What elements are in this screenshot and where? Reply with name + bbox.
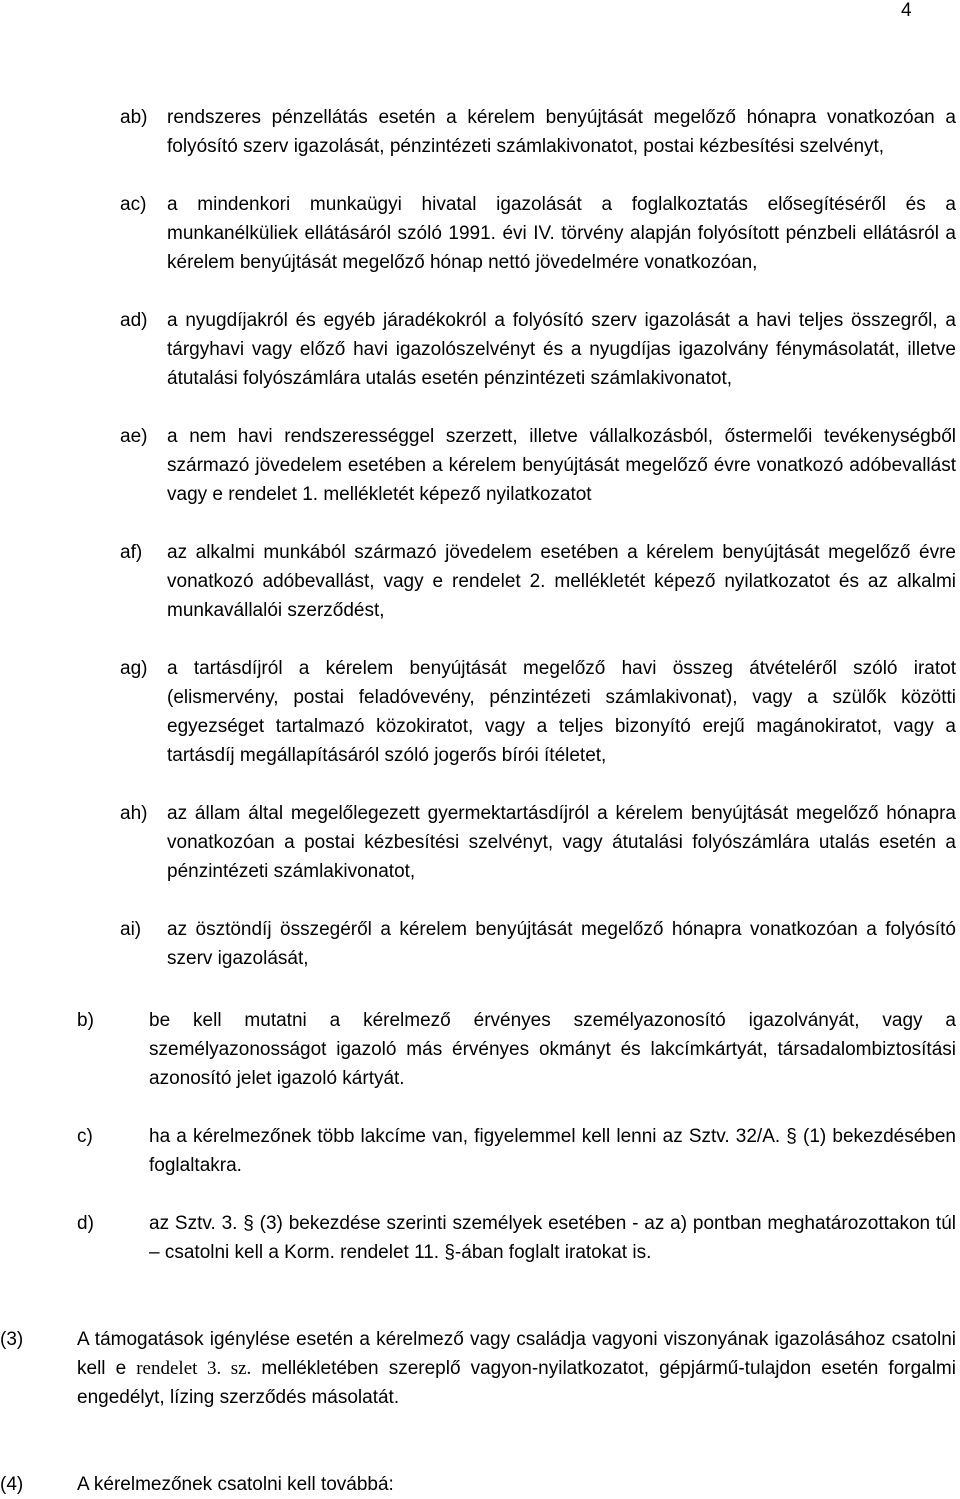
paragraph-number: (3): [0, 1329, 24, 1350]
list-item: [120, 915, 956, 973]
list-item: [120, 799, 956, 886]
list-item: [77, 1122, 956, 1180]
item-label: ae): [120, 426, 148, 447]
item-label: af): [120, 542, 143, 563]
paragraph-text-part: A támogatások igénylése esetén a kérelmező vagy családja vagyoni viszonyának igazolásához csatolni kell e: [77, 1329, 956, 1379]
item-text: a nyugdíjakról és egyéb járadékokról a folyósító szerv igazolását a havi teljes összegről, a tárgyhavi vagy előző havi igazolószelvényt és a nyugdíjas igazolvány fénymásolatát, illetve átutalási folyószámlára utalás esetén pénzintézeti számlakivonatot,: [167, 310, 956, 389]
numbered-paragraph: [0, 1325, 956, 1412]
page-number: 4: [901, 0, 912, 21]
item-label: ag): [120, 658, 148, 679]
item-text: az állam által megelőlegezett gyermektartásdíjról a kérelem benyújtását megelőző hónapra vonatkozóan a postai kézbesítési szelvényt, vagy átutalási folyószámlára utalás esetén a pénzintézeti számlakivonatot,: [167, 803, 956, 882]
list-item: [120, 538, 956, 625]
list-item: [77, 1209, 956, 1267]
list-item: [120, 422, 956, 509]
item-label: d): [77, 1213, 94, 1234]
list-item: [120, 654, 956, 770]
item-text: ha a kérelmezőnek több lakcíme van, figyelemmel kell lenni az Sztv. 32/A. § (1) bekezdésében foglaltakra.: [149, 1126, 956, 1176]
item-label: ab): [120, 107, 148, 128]
list-item: [77, 1006, 956, 1093]
item-text: be kell mutatni a kérelmező érvényes személyazonosító igazolványát, vagy a személyazonosságot igazoló más érvényes okmányt és lakcímkártyát, társadalombiztosítási azonosító jelet igazoló kártyát.: [149, 1010, 956, 1089]
item-text: a nem havi rendszerességgel szerzett, illetve vállalkozásból, őstermelői tevékenységből származó jövedelem esetében a kérelem benyújtását megelőző évre vonatkozó adóbevallást vagy e rendelet 1. mellékletét képező nyilatkozatot: [167, 426, 956, 505]
numbered-paragraph: [0, 1470, 956, 1499]
item-label: ac): [120, 194, 147, 215]
item-text: a tartásdíjról a kérelem benyújtását megelőző havi összeg átvételéről szóló iratot (elismervény, postai feladóvevény, pénzintézeti számlakivonat), vagy a szülők közötti egyezséget tartalmazó közokiratot, vagy a teljes bizonyító erejű magánokiratot, vagy a tartásdíj megállapításáról szóló jogerős bírói ítéletet,: [167, 658, 956, 766]
paragraph-text: [77, 1325, 956, 1412]
paragraph-number: (4): [0, 1474, 24, 1495]
item-text: az Sztv. 3. § (3) bekezdése szerinti személyek esetében - az a) pontban meghatározottakon túl – csatolni kell a Korm. rendelet 11. §-ában foglalt iratokat is.: [149, 1213, 956, 1263]
paragraph-text-part: mellékletében szereplő vagyon-nyilatkozatot, gépjármű-tulajdon esetén forgalmi engedélyt, lízing szerződés másolatát.: [77, 1358, 956, 1408]
item-label: ad): [120, 310, 148, 331]
item-text: az ösztöndíj összegéről a kérelem benyújtását megelőző hónapra vonatkozóan a folyósító szerv igazolását,: [167, 919, 956, 969]
list-item: [120, 103, 956, 161]
item-label: c): [77, 1126, 93, 1147]
item-label: ai): [120, 919, 142, 940]
item-label: b): [77, 1010, 94, 1031]
item-text: rendszeres pénzellátás esetén a kérelem benyújtását megelőző hónapra vonatkozóan a folyósító szerv igazolását, pénzintézeti számlakivonatot, postai kézbesítési szelvényt,: [167, 107, 956, 157]
list-item: [120, 306, 956, 393]
paragraph-text: A kérelmezőnek csatolni kell továbbá:: [77, 1474, 394, 1495]
list-item: [120, 190, 956, 277]
item-text: a mindenkori munkaügyi hivatal igazolását a foglalkoztatás elősegítéséről és a munkanélküliek ellátásáról szóló 1991. évi IV. törvény alapján folyósított pénzbeli ellátásról a kérelem benyújtását megelőző hónap nettó jövedelmére vonatkozóan,: [167, 194, 956, 273]
paragraph-text-serif: rendelet 3. sz.: [136, 1358, 252, 1379]
item-text: az alkalmi munkából származó jövedelem esetében a kérelem benyújtását megelőző évre vonatkozó adóbevallást, vagy e rendelet 2. mellékletét képező nyilatkozatot és az alkalmi munkavállalói szerződést,: [167, 542, 956, 621]
item-label: ah): [120, 803, 148, 824]
